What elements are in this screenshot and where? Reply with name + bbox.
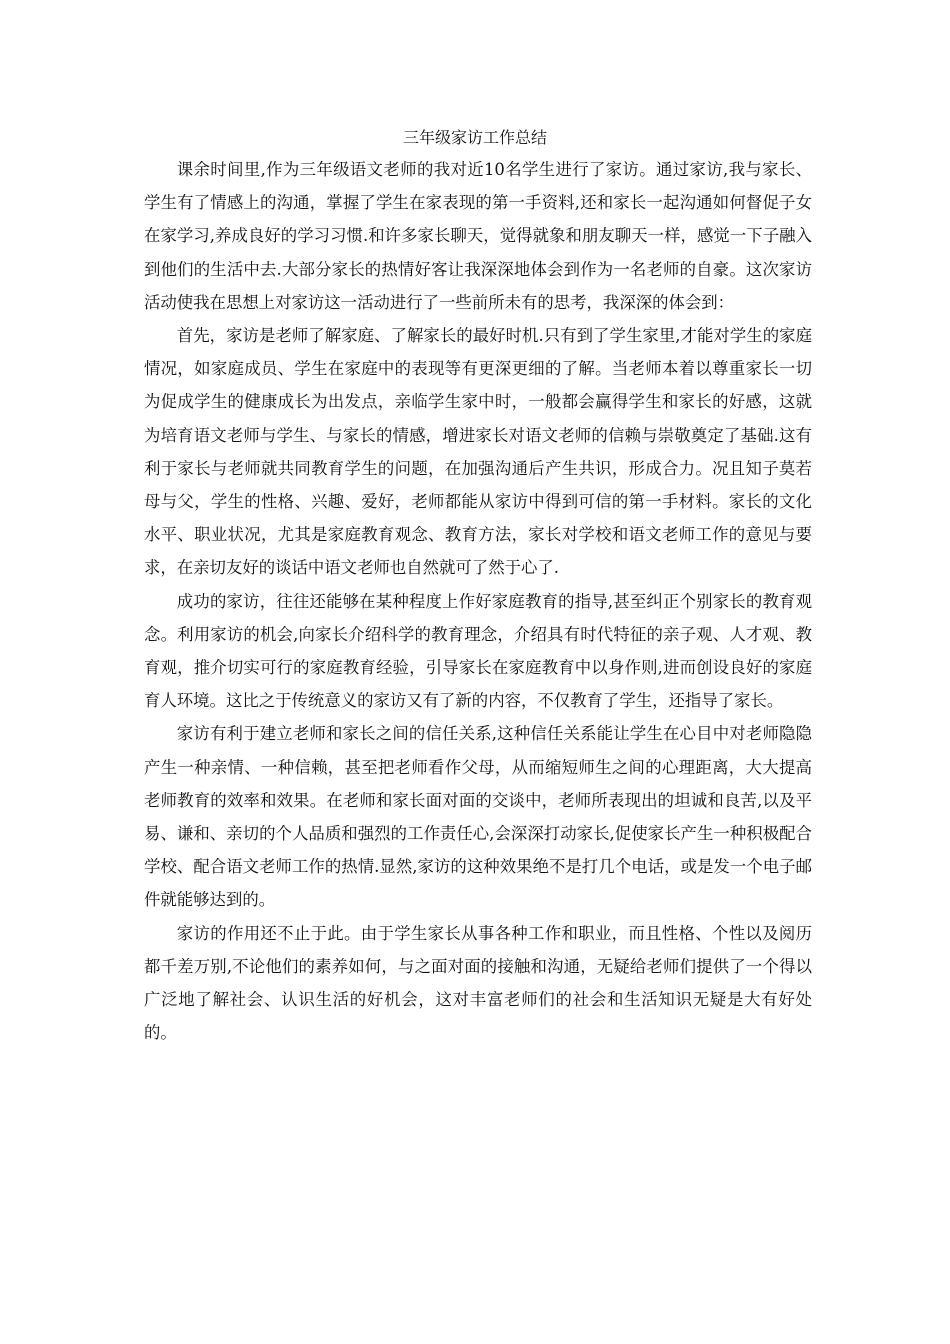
paragraph-guidance: 成功的家访，往往还能够在某种程度上作好家庭教育的指导,甚至纠正个别家长的教育观念。利用家访的机会,向家长介绍科学的教育理念，介绍具有时代特征的亲子观、人才观、教育观，推介切实可行的家庭教育经验，引导家长在家庭教育中以身作则,进而创设良好的家庭育人环境。这比之于传统意义的家访又有了新的内容，不仅教育了学生，还指导了家长。: [144, 591, 812, 711]
paragraph-benefit: 家访的作用还不止于此。由于学生家长从事各种工作和职业，而且性格、个性以及阅历都千差万别,不论他们的素养如何，与之面对面的接触和沟通，无疑给老师们提供了一个得以广泛地了解社会、认识生活的好机会，这对丰富老师们的社会和生活知识无疑是大有好处的。: [144, 923, 812, 1043]
document-body: [144, 153, 812, 1049]
document-title: 三年级家访工作总结: [402, 128, 547, 147]
paragraph-first-point: 首先，家访是老师了解家庭、了解家长的最好时机.只有到了学生家里,才能对学生的家庭情况，如家庭成员、学生在家庭中的表现等有更深更细的了解。当老师本着以尊重家长一切为促成学生的健康成长为出发点，亲临学生家中时，一般都会赢得学生和家长的好感，这就为培育语文老师与学生、与家长的情感，增进家长对语文老师的信赖与崇敬奠定了基础.这有利于家长与老师就共同教育学生的问题，在加强沟通后产生共识，形成合力。况且知子莫若母与父，学生的性格、兴趣、爱好，老师都能从家访中得到可信的第一手材料。家长的文化水平、职业状况，尤其是家庭教育观念、教育方法，家长对学校和语文老师工作的意见与要求，在亲切友好的谈话中语文老师也自然就可了然于心了.: [144, 326, 812, 578]
paragraph-intro: 课余时间里,作为三年级语文老师的我对近10名学生进行了家访。通过家访,我与家长、学生有了情感上的沟通，掌握了学生在家表现的第一手资料,还和家长一起沟通如何督促子女在家学习,养成良好的学习习惯.和许多家长聊天，觉得就象和朋友聊天一样，感觉一下子融入到他们的生活中去.大部分家长的热情好客让我深深地体会到作为一名老师的自豪。这次家访活动使我在思想上对家访这一活动进行了一些前所未有的思考，我深深的体会到：: [144, 160, 812, 312]
paragraph-trust: 家访有利于建立老师和家长之间的信任关系,这种信任关系能让学生在心目中对老师隐隐产生一种亲情、一种信赖，甚至把老师看作父母，从而缩短师生之间的心理距离，大大提高老师教育的效率和效果。在老师和家长面对面的交谈中，老师所表现出的坦诚和良苦,以及平易、谦和、亲切的个人品质和强烈的工作责任心,会深深打动家长,促使家长产生一种积极配合学校、配合语文老师工作的热情.显然,家访的这种效果绝不是打几个电话，或是发一个电子邮件就能够达到的。: [144, 724, 812, 910]
